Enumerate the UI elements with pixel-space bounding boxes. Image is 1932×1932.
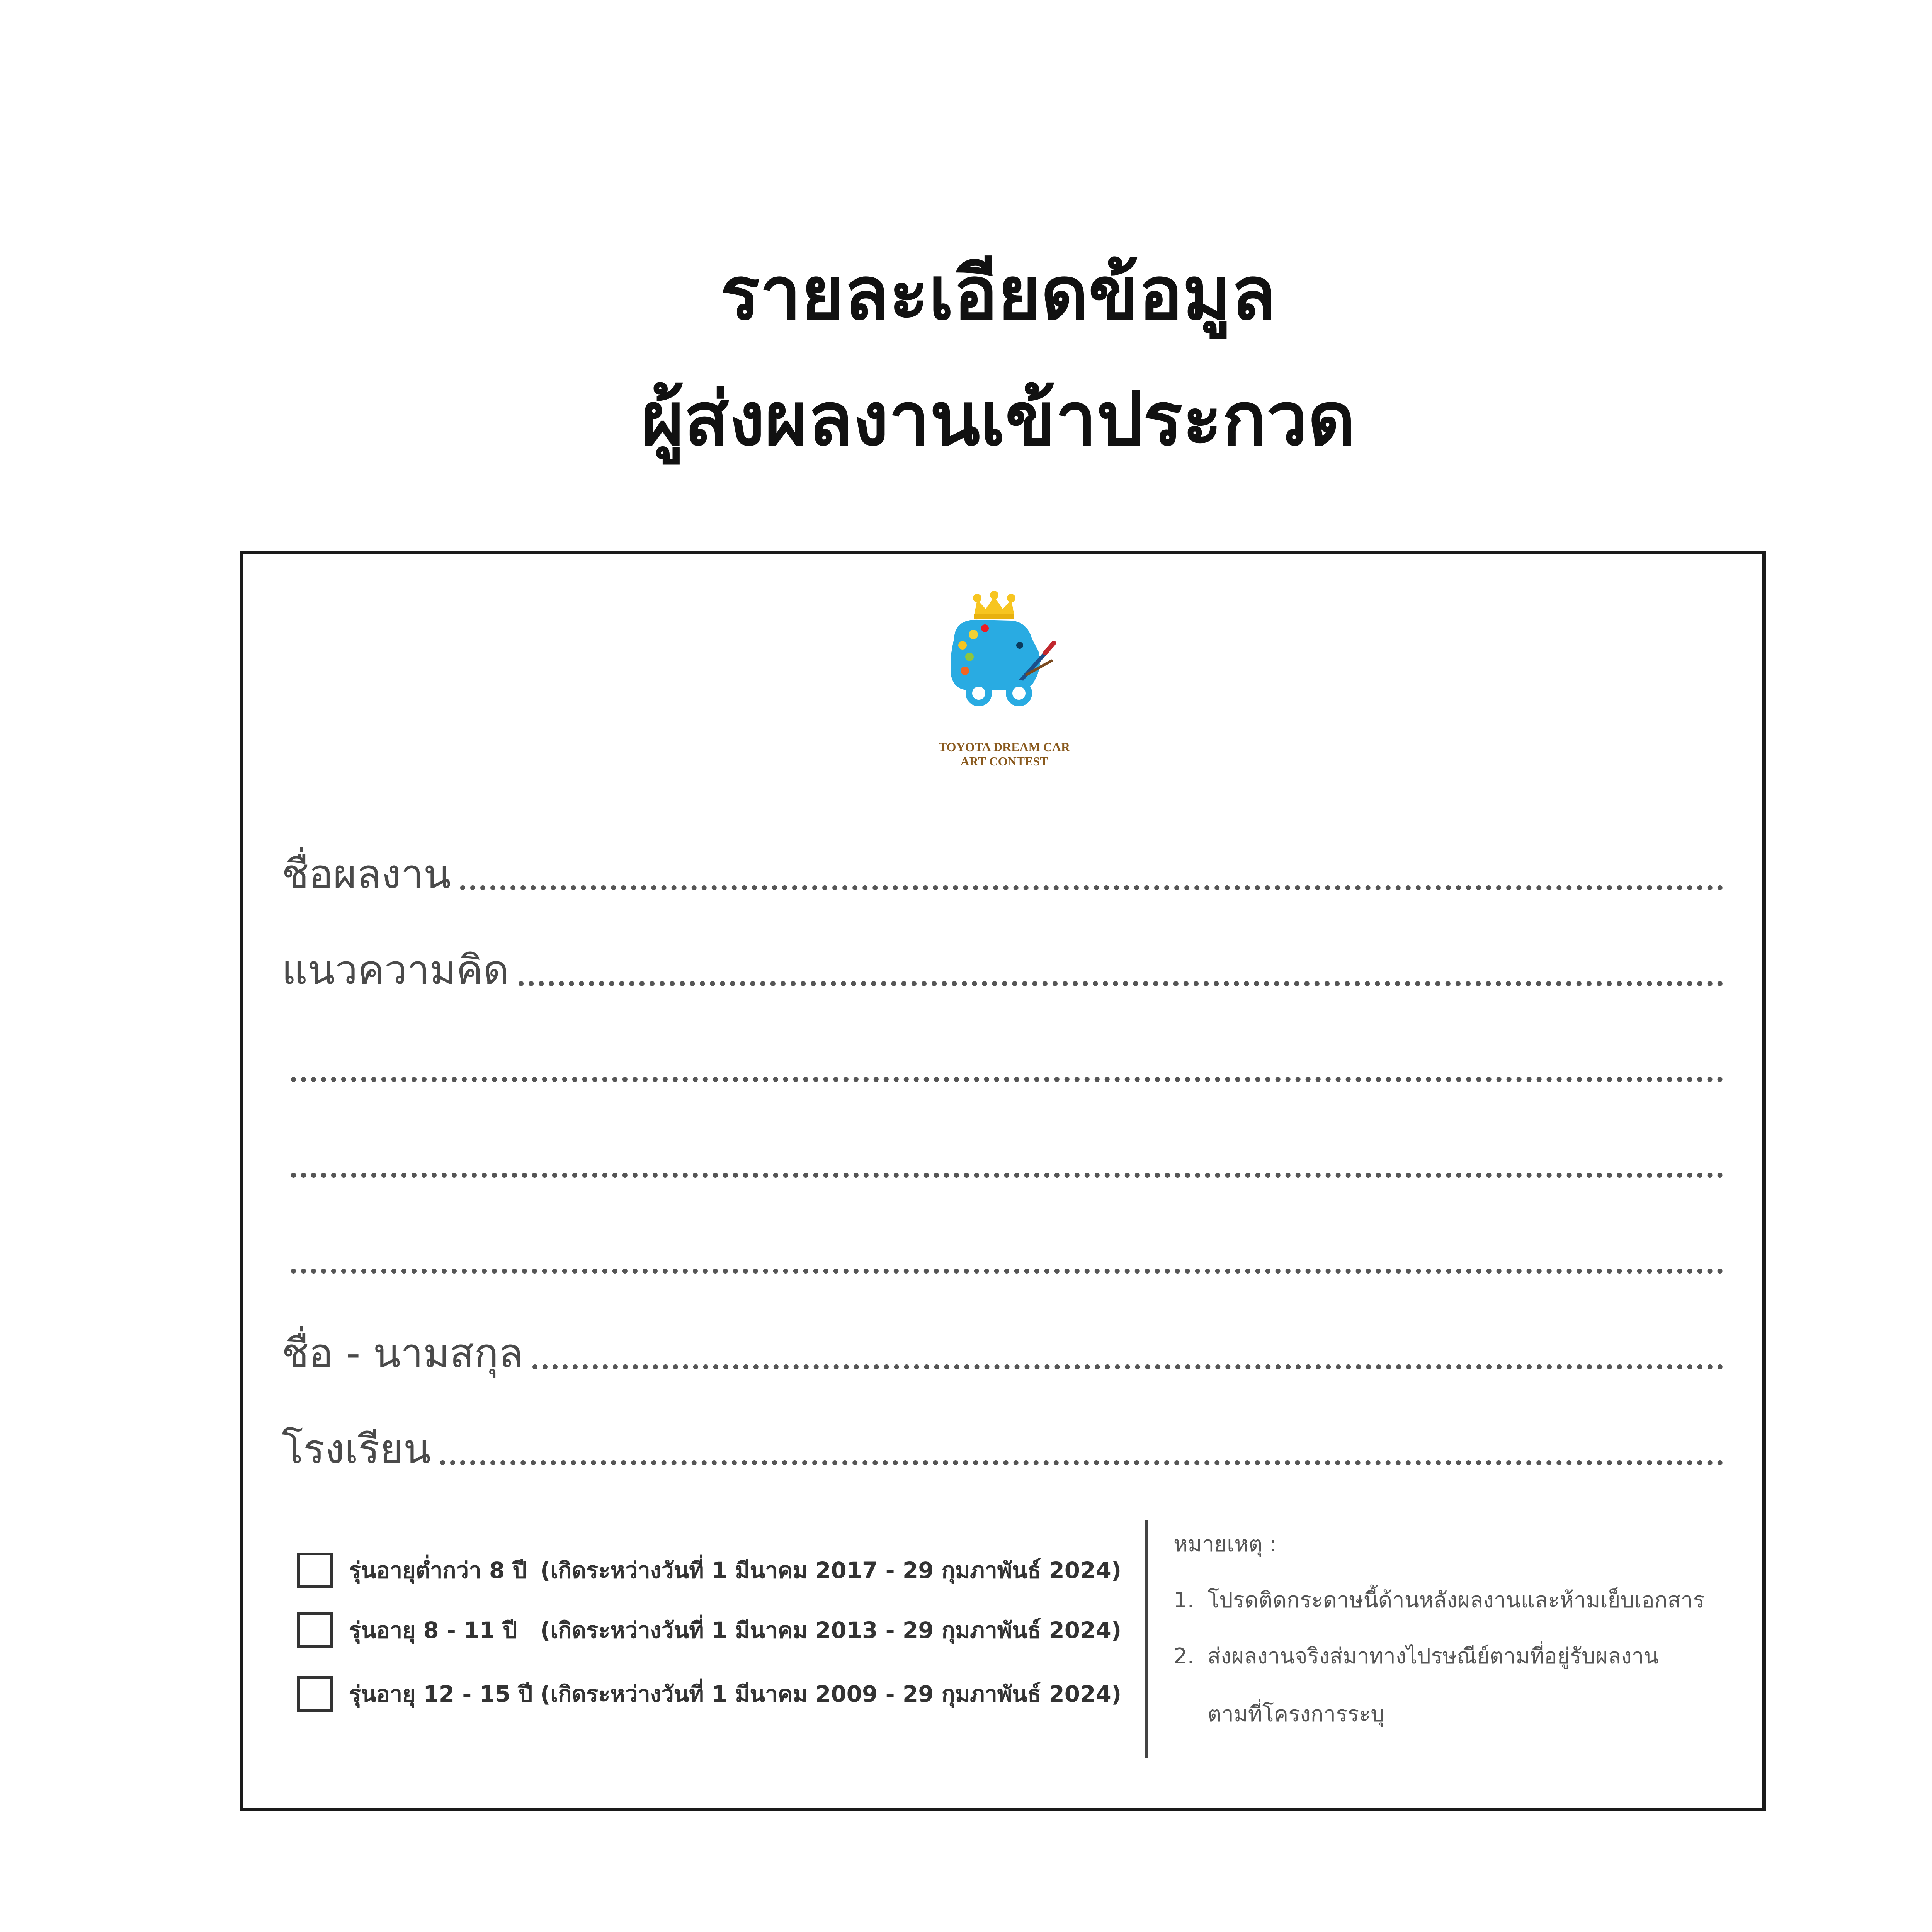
field-label: แนวความคิด	[282, 946, 509, 993]
notes-section	[1173, 1532, 1745, 1727]
age-group-birth-range: (เกิดระหว่างวันที่ 1 มีนาคม 2017 - 29 กุมภาพันธ์ 2024)	[540, 1557, 1122, 1583]
age-group-label: รุ่นอายุ 8 - 11 ปี	[349, 1617, 517, 1643]
age-group-label: รุ่นอายุต่ำกว่า 8 ปี	[349, 1557, 527, 1583]
page-title-line1: รายละเอียดข้อมูล	[720, 251, 1276, 336]
field-concept-line-2[interactable]	[282, 1032, 1723, 1086]
logo-text-line2: ART CONTEST	[960, 754, 1048, 768]
fill-in-line[interactable]	[532, 1364, 1723, 1369]
age-group-checkbox[interactable]	[297, 1676, 333, 1712]
age-group-checkbox[interactable]	[297, 1553, 333, 1588]
contest-logo	[931, 585, 1078, 768]
fill-in-line[interactable]	[291, 1077, 1723, 1082]
page-title-line2: ผู้ส่งผลงานเข้าประกวด	[641, 376, 1355, 462]
field-full-name[interactable]	[282, 1319, 1723, 1377]
note-text: โปรดติดกระดาษนี้ด้านหลังผลงานและห้ามเย็บเอกสาร	[1208, 1588, 1705, 1613]
field-label: ชื่อ - นามสกุล	[282, 1330, 523, 1377]
age-group-option-under-8[interactable]	[297, 1551, 1121, 1590]
age-group-option-12-15[interactable]	[297, 1675, 1121, 1713]
entry-form-card	[240, 551, 1766, 1811]
field-concept-line-4[interactable]	[282, 1223, 1723, 1277]
age-group-birth-range: (เกิดระหว่างวันที่ 1 มีนาคม 2013 - 29 กุมภาพันธ์ 2024)	[540, 1617, 1122, 1643]
age-group-birth-range: (เกิดระหว่างวันที่ 1 มีนาคม 2009 - 29 กุมภาพันธ์ 2024)	[540, 1681, 1122, 1707]
fill-in-line[interactable]	[460, 885, 1723, 890]
age-group-label: รุ่นอายุ 12 - 15 ปี	[349, 1681, 533, 1707]
fill-in-line[interactable]	[519, 981, 1723, 986]
logo-text-line1: TOYOTA DREAM CAR	[938, 740, 1070, 754]
field-artwork-name[interactable]	[282, 840, 1723, 898]
age-group-checkbox[interactable]	[297, 1612, 333, 1648]
note-number: 2.	[1173, 1644, 1194, 1669]
field-concept-line-3[interactable]	[282, 1128, 1723, 1182]
age-group-option-8-11[interactable]	[297, 1611, 1121, 1650]
fill-in-line[interactable]	[291, 1269, 1723, 1274]
fill-in-line[interactable]	[291, 1173, 1723, 1178]
section-divider	[1145, 1520, 1148, 1758]
dream-car-icon	[931, 585, 1078, 740]
note-text: ส่งผลงานจริงส่มาทางไปรษณีย์ตามที่อยู่รับผลงาน	[1208, 1644, 1659, 1669]
note-number: 1.	[1173, 1588, 1194, 1613]
note-text: ตามที่โครงการระบุ	[1208, 1702, 1384, 1727]
fill-in-line[interactable]	[440, 1460, 1723, 1465]
field-label: โรงเรียน	[282, 1425, 431, 1473]
field-concept[interactable]	[282, 936, 1723, 993]
field-label: ชื่อผลงาน	[282, 850, 451, 898]
field-school[interactable]	[282, 1415, 1723, 1473]
notes-title: หมายเหตุ :	[1173, 1532, 1277, 1557]
